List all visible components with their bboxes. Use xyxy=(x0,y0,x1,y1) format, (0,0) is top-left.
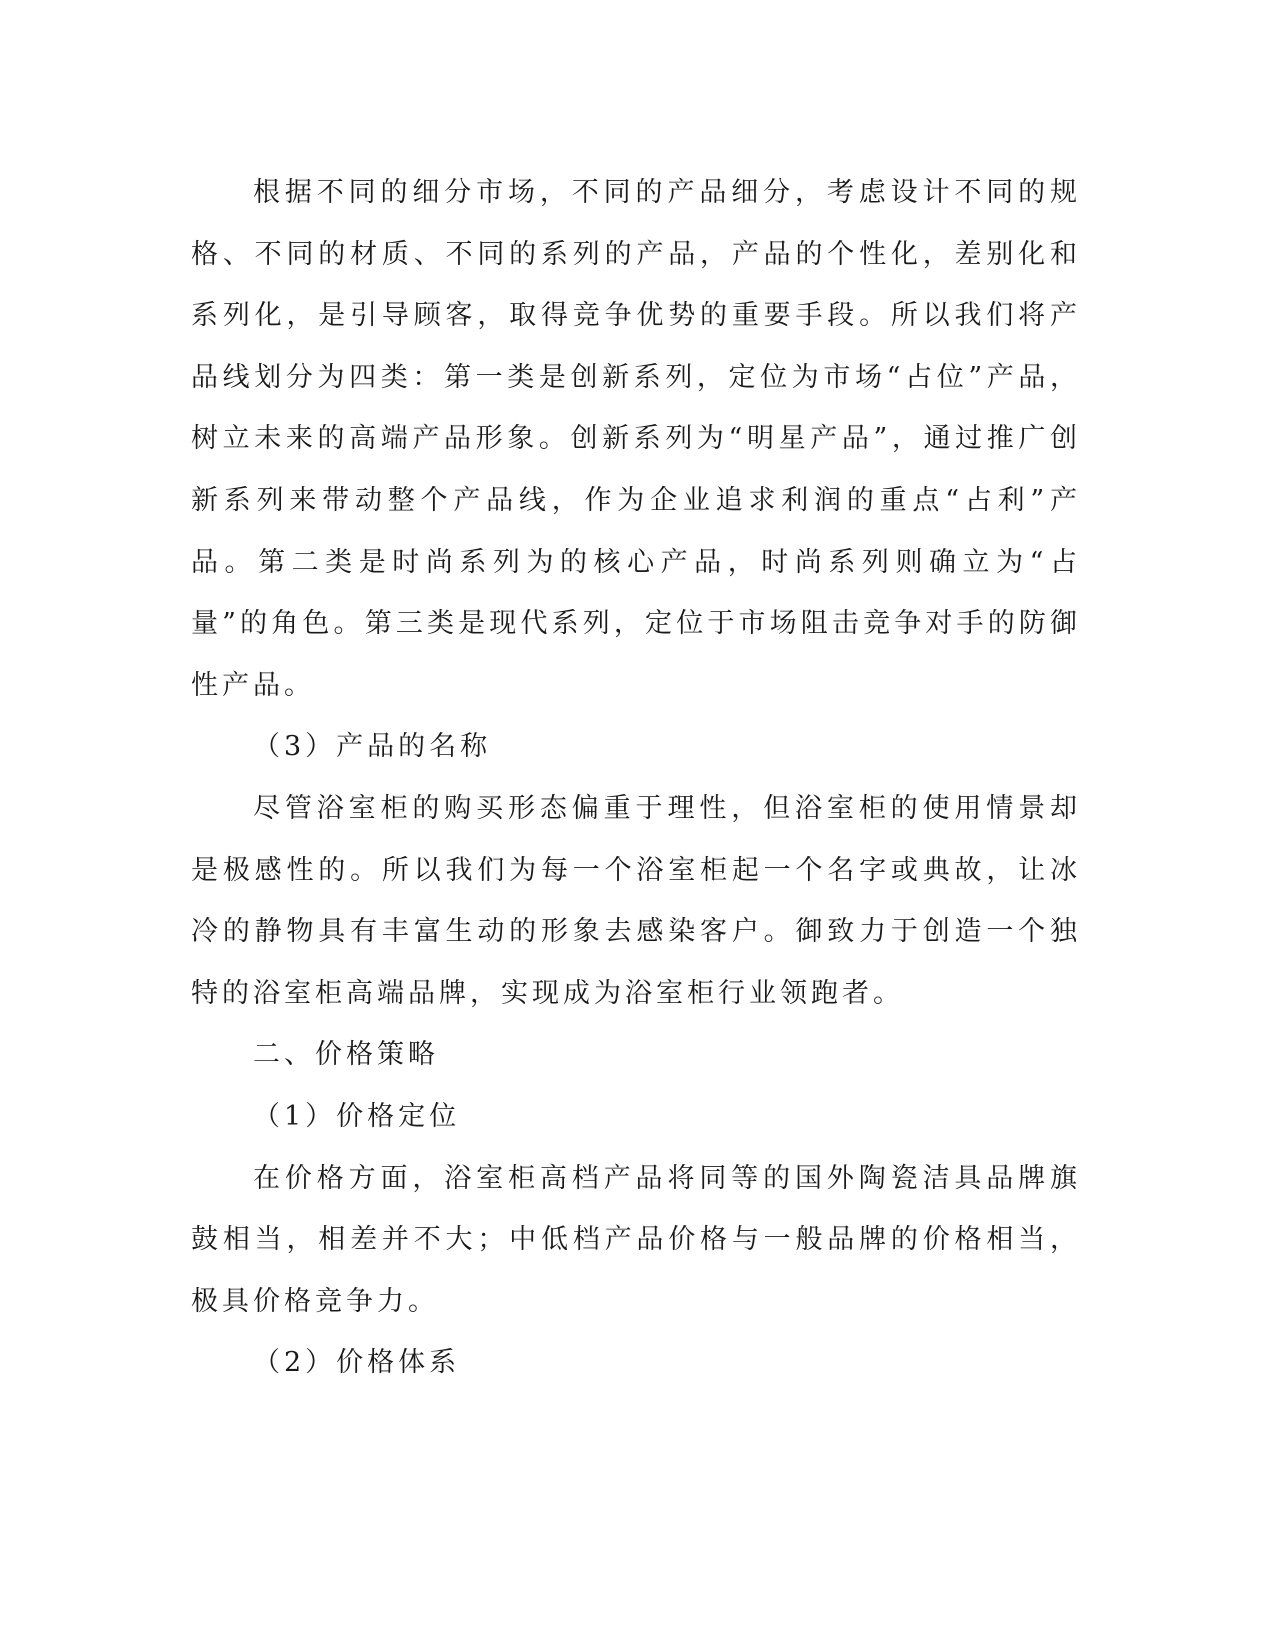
paragraph-price-positioning: 在价格方面，浴室柜高档产品将同等的国外陶瓷洁具品牌旗鼓相当，相差并不大；中低档产品价格与一般品牌的价格相当，极具价格竞争力。 xyxy=(191,1162,1081,1317)
heading-price-system: （2）价格体系 xyxy=(253,1347,461,1379)
paragraph-product-lines: 根据不同的细分市场，不同的产品细分，考虑设计不同的规格、不同的材质、不同的系列的产品，产品的个性化，差别化和系列化，是引导顾客，取得竞争优势的重要手段。所以我们将产品线划分为四类：第一类是创新系列，定位为市场“占位”产品，树立未来的高端产品形象。创新系列为“明星产品”，通过推广创新系列来带动整个产品线，作为企业追求利润的重点“占利”产品。第二类是时尚系列为的核心产品，时尚系列则确立为“占量”的角色。第三类是现代系列，定位于市场阻击竞争对手的防御性产品。 xyxy=(191,177,1081,701)
document-body xyxy=(191,162,1081,1394)
heading-price-positioning: （1）价格定位 xyxy=(253,1100,461,1132)
paragraph-product-naming: 尽管浴室柜的购买形态偏重于理性，但浴室柜的使用情景却是极感性的。所以我们为每一个浴室柜起一个名字或典故，让冰冷的静物具有丰富生动的形象去感染客户。御致力于创造一个独特的浴室柜高端品牌，实现成为浴室柜行业领跑者。 xyxy=(191,792,1081,1009)
heading-product-name: （3）产品的名称 xyxy=(253,731,492,763)
heading-price-strategy: 二、价格策略 xyxy=(253,1039,439,1071)
